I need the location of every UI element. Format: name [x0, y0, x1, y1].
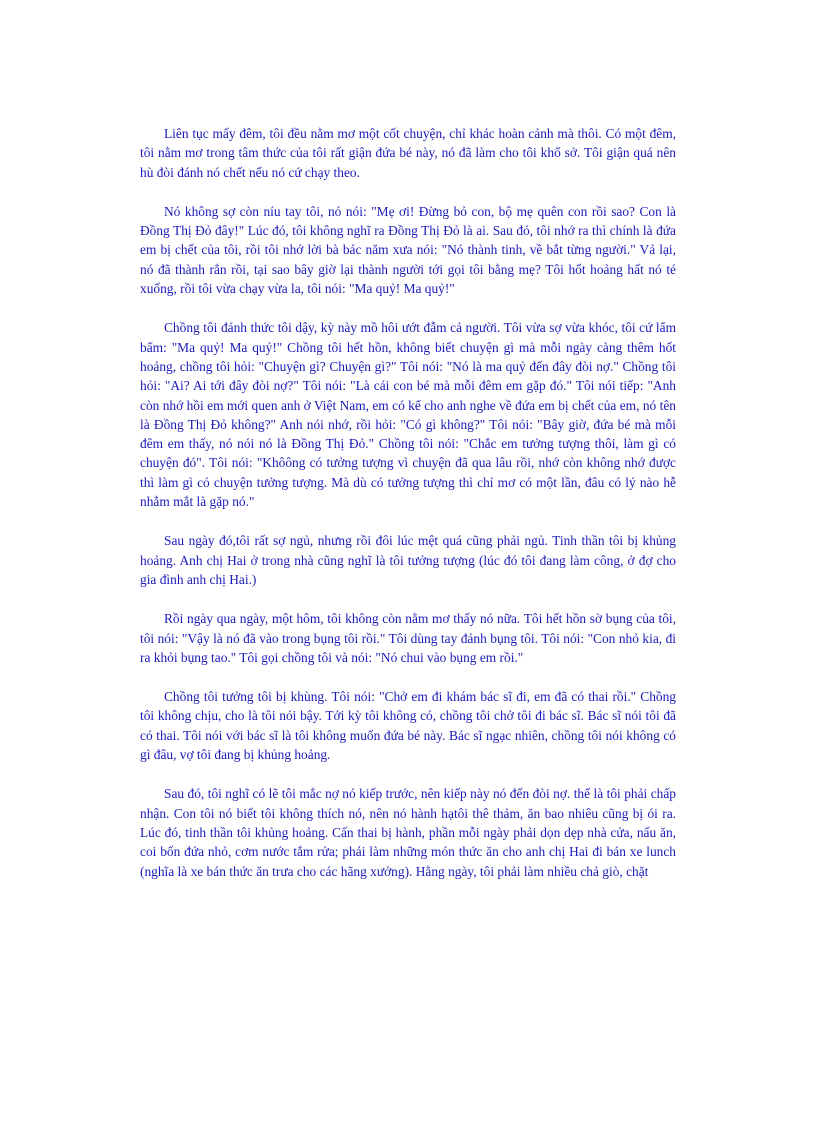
document-body	[140, 124, 676, 901]
paragraph-2: Nó không sợ còn níu tay tôi, nó nói: "Mẹ ơi! Đừng bỏ con, bộ mẹ quên con rồi sao? Con là Đồng Thị Đỏ đây!" Lúc đó, tôi không nghĩ ra Đồng Thị Đỏ là ai. Sau đó, tôi nhớ ra thì chính là đứa em bị chết của tôi, rồi tôi nhớ lời bà bác năm xưa nói: "Nó thành tinh, về bắt từng người." Vả lại, nó đã thành rắn rồi, tại sao bây giờ lại thành người tới gọi tôi bằng mẹ? Tôi hốt hoảng hất nó té xuống, rồi tôi vừa chạy vừa la, tôi nói: "Ma quỷ! Ma quỷ!"	[140, 203, 676, 297]
paragraph-5: Rồi ngày qua ngày, một hôm, tôi không còn nằm mơ thấy nó nữa. Tôi hết hồn sờ bụng của tôi, tôi nói: "Vậy là nó đã vào trong bụng tôi rồi." Tôi dùng tay đánh bụng tôi. Tôi nói: "Con nhỏ kia, đi ra khỏi bụng tao." Tôi gọi chồng tôi và nói: "Nó chui vào bụng em rồi."	[140, 611, 676, 665]
paragraph-4: Sau ngày đó,tôi rất sợ ngủ, nhưng rồi đôi lúc mệt quá cũng phải ngủ. Tinh thần tôi bị khủng hoảng. Anh chị Hai ở trong nhà cũng nghĩ là tôi tưởng tượng (lúc đó tôi đang làm công, ở đợ cho gia đình anh chị Hai.)	[140, 533, 676, 587]
paragraph-6: Chồng tôi tưởng tôi bị khùng. Tôi nói: "Chở em đi khám bác sĩ đi, em đã có thai rồi." Chồng tôi không chịu, cho là tôi nói bậy. Tới kỳ tôi không có, chồng tôi chở tôi đi bác sĩ. Bác sĩ nói tôi đã có thai. Tôi nói với bác sĩ là tôi không muốn đứa bé này. Bác sĩ ngạc nhiên, chồng tôi nói không có gì đâu, vợ tôi đang bị khủng hoảng.	[140, 689, 676, 763]
paragraph-7: Sau đó, tôi nghĩ có lẽ tôi mắc nợ nó kiếp trước, nên kiếp này nó đến đòi nợ. thế là tôi phải chấp nhận. Con tôi nó biết tôi không thích nó, nên nó hành hạtôi thê thảm, ăn bao nhiêu cũng bị ói ra. Lúc đó, tinh thần tôi khủng hoảng. Cấn thai bị hành, phần mỗi ngày phải dọn dẹp nhà cửa, nấu ăn, coi bốn đứa nhỏ, cơm nước tắm rửa; phải làm những món thức ăn cho anh chị Hai đi bán xe lunch (nghĩa là xe bán thức ăn trưa cho các hãng xưởng). Hằng ngày, tôi phải làm nhiều chả giò, chặt	[140, 786, 676, 879]
paragraph-3: Chồng tôi đánh thức tôi dậy, kỳ này mồ hôi ướt đẫm cả người. Tôi vừa sợ vừa khóc, tôi cứ lẩm bẩm: "Ma quỷ! Ma quỷ!" Chồng tôi hết hồn, không biết chuyện gì mà mỗi ngày càng thêm hốt hoảng, chồng tôi hỏi: "Chuyện gì? Chuyện gì?" Tôi nói: "Nó là ma quỷ đến đây đòi nợ." Chồng tôi hỏi: "Ai? Ai tới đây đòi nợ?" Tôi nói: "Là cái con bé mà mỗi đêm em gặp đó." Tôi nói tiếp: "Anh còn nhớ hồi em mới quen anh ở Việt Nam, em có kể cho anh nghe về đứa em bị chết của em, nó tên là Đồng Thị Đỏ không?" Anh nói nhớ, rồi hỏi: "Có gì không?" Tôi nói: "Bây giờ, đứa bé mà mỗi đêm em thấy, nó nói nó là Đồng Thị Đỏ." Chồng tôi nói: "Chắc em tưởng tượng thôi, làm gì có chuyện đó". Tôi nói: "Khôông có tưởng tượng vì chuyện đã qua lâu rồi, nhớ còn không nhớ được thì làm gì có chuyện tưởng tượng. Mà dù có tưởng tượng thì chỉ mơ có một lần, đâu có lý nào hễ nhắm mắt là gặp nó."	[140, 320, 676, 510]
paragraph-1: Liên tục mấy đêm, tôi đều nằm mơ một cốt chuyện, chỉ khác hoàn cảnh mà thôi. Có một đêm, tôi nằm mơ trong tâm thức của tôi rất giận đứa bé này, nó đã làm cho tôi khổ sở. Tôi giận quá nên hù đòi đánh nó chết nếu nó cứ chạy theo.	[140, 126, 676, 180]
